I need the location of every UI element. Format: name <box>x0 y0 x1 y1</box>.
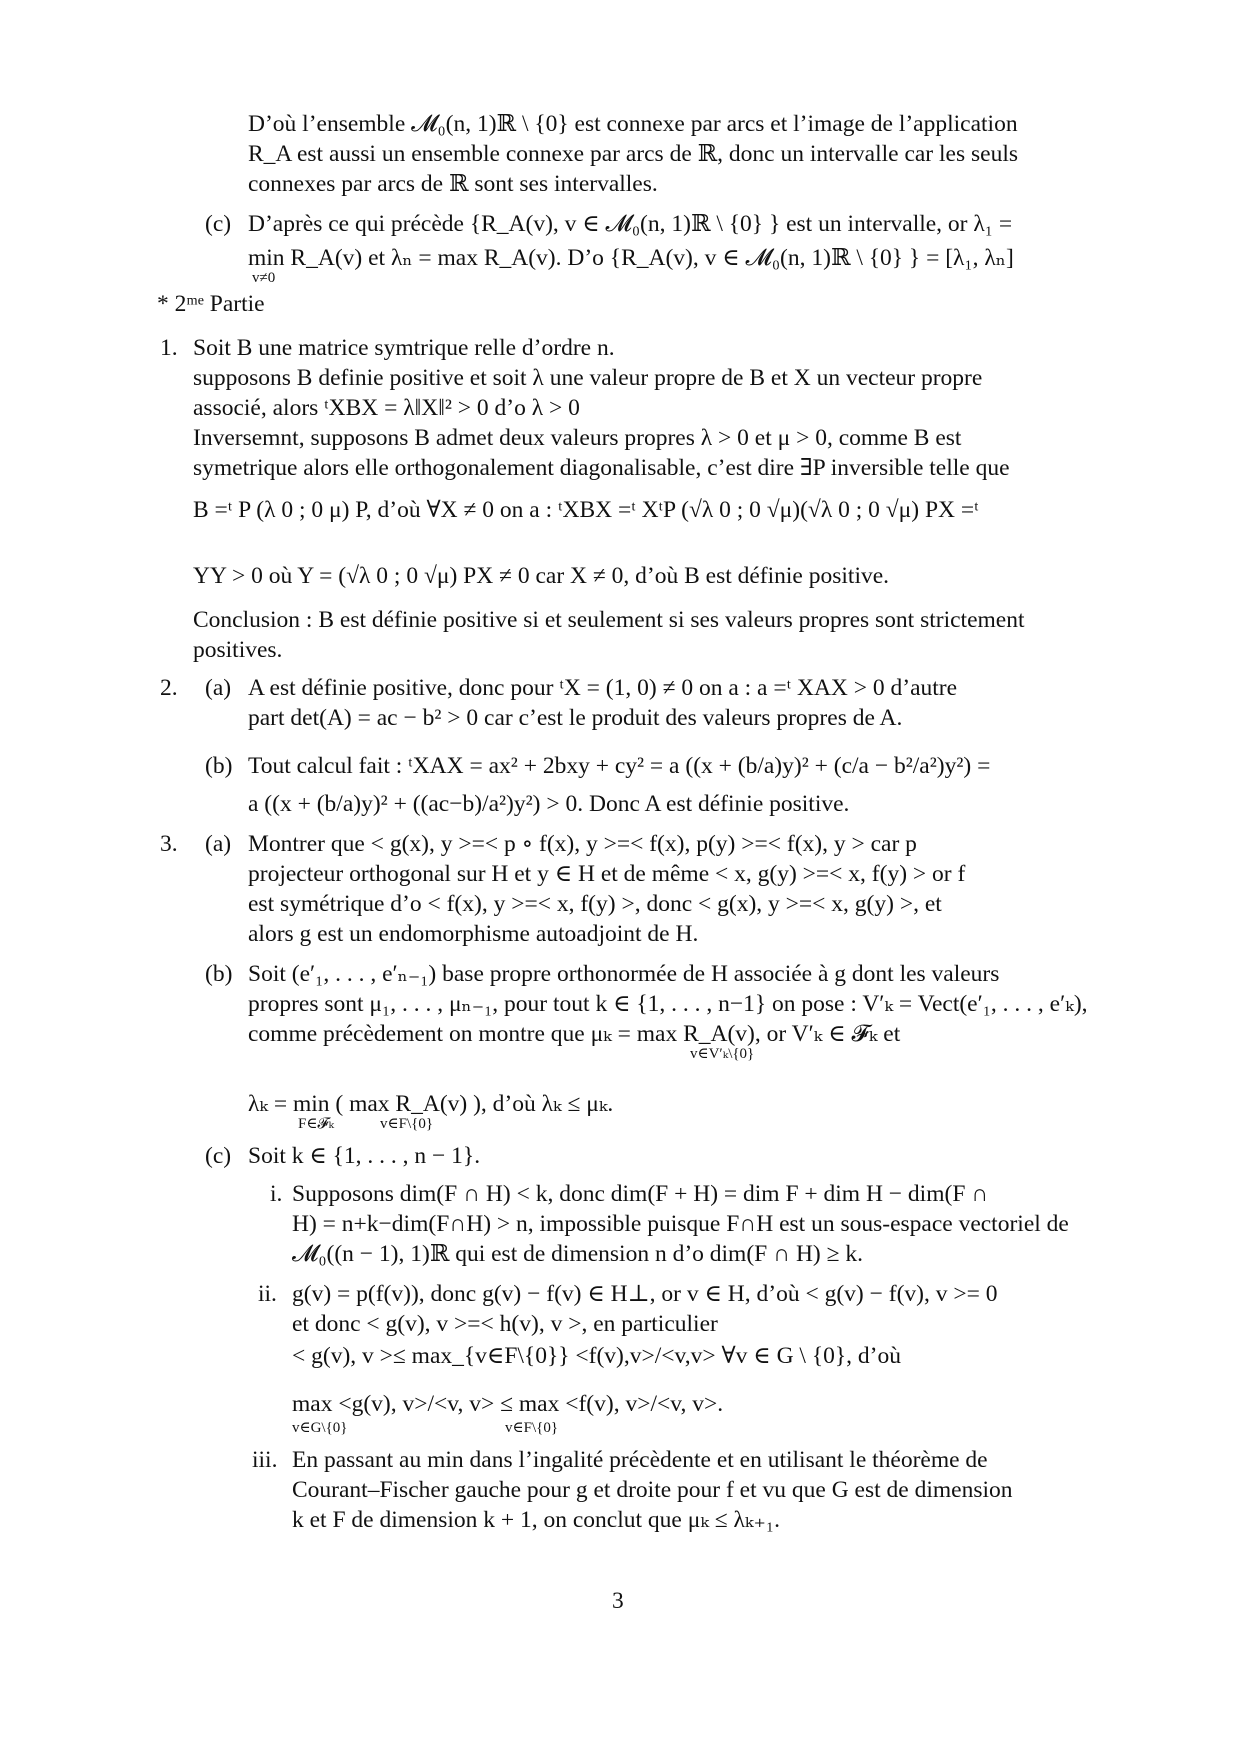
q1-label: 1. <box>160 335 178 361</box>
q3-c-i-line-2: H) = n+k−dim(F∩H) > n, impossible puisque F∩H est un sous-espace vectoriel de <box>292 1211 1069 1237</box>
q3-c-ii-line-3: < g(v), v >≤ max_{v∈F\{0}} <f(v),v>/<v,v> ∀v ∈ G \ {0}, d’où <box>292 1343 901 1369</box>
q3-c-ii-line-4-subscript-1: v∈G\{0} <box>292 1420 348 1436</box>
q1-line-1: Soit B une matrice symtrique relle d’ordre n. <box>193 335 615 361</box>
q3-c-ii-line-4: max <g(v), v>/<v, v> ≤ max <f(v), v>/<v, v>. <box>292 1391 724 1417</box>
q3-c-ii-line-4-subscript-2: v∈F\{0} <box>505 1420 559 1436</box>
part2-heading: * 2ᵐᵉ Partie <box>157 291 265 317</box>
q3-b-line-2: propres sont μ₁, . . . , μₙ₋₁, pour tout k ∈ {1, . . . , n−1} on pose : V′ₖ = Vect(e′₁, . . . , e′ₖ), <box>248 991 1088 1017</box>
q3-b-line-1: Soit (e′₁, . . . , e′ₙ₋₁) base propre orthonormée de H associée à g dont les valeurs <box>248 961 1000 987</box>
q3-a-line-2: projecteur orthogonal sur H et y ∈ H et de même < x, g(y) >=< x, f(y) > or f <box>248 861 966 887</box>
q3-b-line-3: comme précèdement on montre que μₖ = max R_A(v), or V′ₖ ∈ 𝓕ₖ et <box>248 1021 901 1047</box>
q1-line-8: Conclusion : B est définie positive si et seulement si ses valeurs propres sont strictement <box>193 607 1025 633</box>
q3-label: 3. <box>160 831 178 857</box>
q1-line-3: associé, alors ᵗXBX = λ‖X‖² > 0 d’o λ > 0 <box>193 395 580 421</box>
q3-c-intro: Soit k ∈ {1, . . . , n − 1}. <box>248 1143 481 1169</box>
q3-c-ii-line-2: et donc < g(v), v >=< h(v), v >, en particulier <box>292 1311 718 1337</box>
q3-b-line-4-subscript-2: v∈F\{0} <box>380 1116 434 1132</box>
q1-line-5: symetrique alors elle orthogonalement diagonalisable, c’est dire ∃P inversible telle que <box>193 455 1010 481</box>
q3-b-line-4-subscript-1: F∈𝓕ₖ <box>298 1116 334 1132</box>
intro-line-1: D’où l’ensemble 𝓜₀(n, 1)ℝ \ {0} est connexe par arcs et l’image de l’application <box>248 111 1018 137</box>
q2-b-label: (b) <box>205 753 233 779</box>
q3-a-line-1: Montrer que < g(x), y >=< p ∘ f(x), y >=< f(x), p(y) >=< f(x), y > car p <box>248 831 917 857</box>
q2-label: 2. <box>160 675 178 701</box>
q2-b-line-1: Tout calcul fait : ᵗXAX = ax² + 2bxy + cy² = a ((x + (b/a)y)² + (c/a − b²/a²)y²) = <box>248 753 991 779</box>
q3-a-line-4: alors g est un endomorphisme autoadjoint de H. <box>248 921 699 947</box>
q3-c-i-line-1: Supposons dim(F ∩ H) < k, donc dim(F + H) = dim F + dim H − dim(F ∩ <box>292 1181 989 1207</box>
q3-b-line-3-subscript: v∈V′ₖ\{0} <box>690 1046 755 1062</box>
part1-c-label: (c) <box>205 211 232 237</box>
q3-c-ii-line-1: g(v) = p(f(v)), donc g(v) − f(v) ∈ H⊥, or v ∈ H, d’où < g(v) − f(v), v >= 0 <box>292 1281 998 1307</box>
q2-a-label: (a) <box>205 675 232 701</box>
intro-line-3: connexes par arcs de ℝ sont ses intervalles. <box>248 171 658 197</box>
q3-b-line-4: λₖ = min ( max R_A(v) ), d’où λₖ ≤ μₖ. <box>248 1091 614 1117</box>
q3-b-label: (b) <box>205 961 233 987</box>
q3-c-i-label: i. <box>270 1181 283 1207</box>
q3-c-ii-label: ii. <box>258 1281 277 1307</box>
q3-c-i-line-3: 𝓜₀((n − 1), 1)ℝ qui est de dimension n d’o dim(F ∩ H) ≥ k. <box>292 1241 864 1267</box>
q2-a-line-1: A est définie positive, donc pour ᵗX = (1, 0) ≠ 0 on a : a =ᵗ XAX > 0 d’autre <box>248 675 958 701</box>
q2-a-line-2: part det(A) = ac − b² > 0 car c’est le produit des valeurs propres de A. <box>248 705 903 731</box>
part1-c-subscript: v≠0 <box>252 270 276 286</box>
page-number: 3 <box>612 1588 624 1614</box>
q3-a-line-3: est symétrique d’o < f(x), y >=< x, f(y) >, donc < g(x), y >=< x, g(y) >, et <box>248 891 942 917</box>
q1-line-6-matrix: B =ᵗ P (λ 0 ; 0 μ) P, d’où ∀X ≠ 0 on a : ᵗXBX =ᵗ XᵗP (√λ 0 ; 0 √μ)(√λ 0 ; 0 √μ) PX =ᵗ <box>193 497 979 523</box>
q3-c-iii-line-3: k et F de dimension k + 1, on conclut que μₖ ≤ λₖ₊₁. <box>292 1507 780 1533</box>
q1-line-2: supposons B definie positive et soit λ une valeur propre de B et X un vecteur propre <box>193 365 983 391</box>
q3-a-label: (a) <box>205 831 232 857</box>
q3-c-iii-line-2: Courant–Fischer gauche pour g et droite pour f et vu que G est de dimension <box>292 1477 1013 1503</box>
part1-c-line-1: D’après ce qui précède {R_A(v), v ∈ 𝓜₀(n, 1)ℝ \ {0} } est un intervalle, or λ₁ = <box>248 211 1013 237</box>
q3-c-iii-label: iii. <box>252 1447 278 1473</box>
q1-line-7: YY > 0 où Y = (√λ 0 ; 0 √μ) PX ≠ 0 car X ≠ 0, d’où B est définie positive. <box>193 563 890 589</box>
q3-c-label: (c) <box>205 1143 232 1169</box>
q2-b-line-2: a ((x + (b/a)y)² + ((ac−b)/a²)y²) > 0. Donc A est définie positive. <box>248 791 850 817</box>
part1-c-line-2: min R_A(v) et λₙ = max R_A(v). D’o {R_A(v), v ∈ 𝓜₀(n, 1)ℝ \ {0} } = [λ₁, λₙ] <box>248 245 1014 271</box>
q3-c-iii-line-1: En passant au min dans l’ingalité précèdente et en utilisant le théorème de <box>292 1447 988 1473</box>
q1-line-4: Inversemnt, supposons B admet deux valeurs propres λ > 0 et μ > 0, comme B est <box>193 425 962 451</box>
intro-line-2: R_A est aussi un ensemble connexe par arcs de ℝ, donc un intervalle car les seuls <box>248 141 1018 167</box>
q1-line-9: positives. <box>193 637 283 663</box>
